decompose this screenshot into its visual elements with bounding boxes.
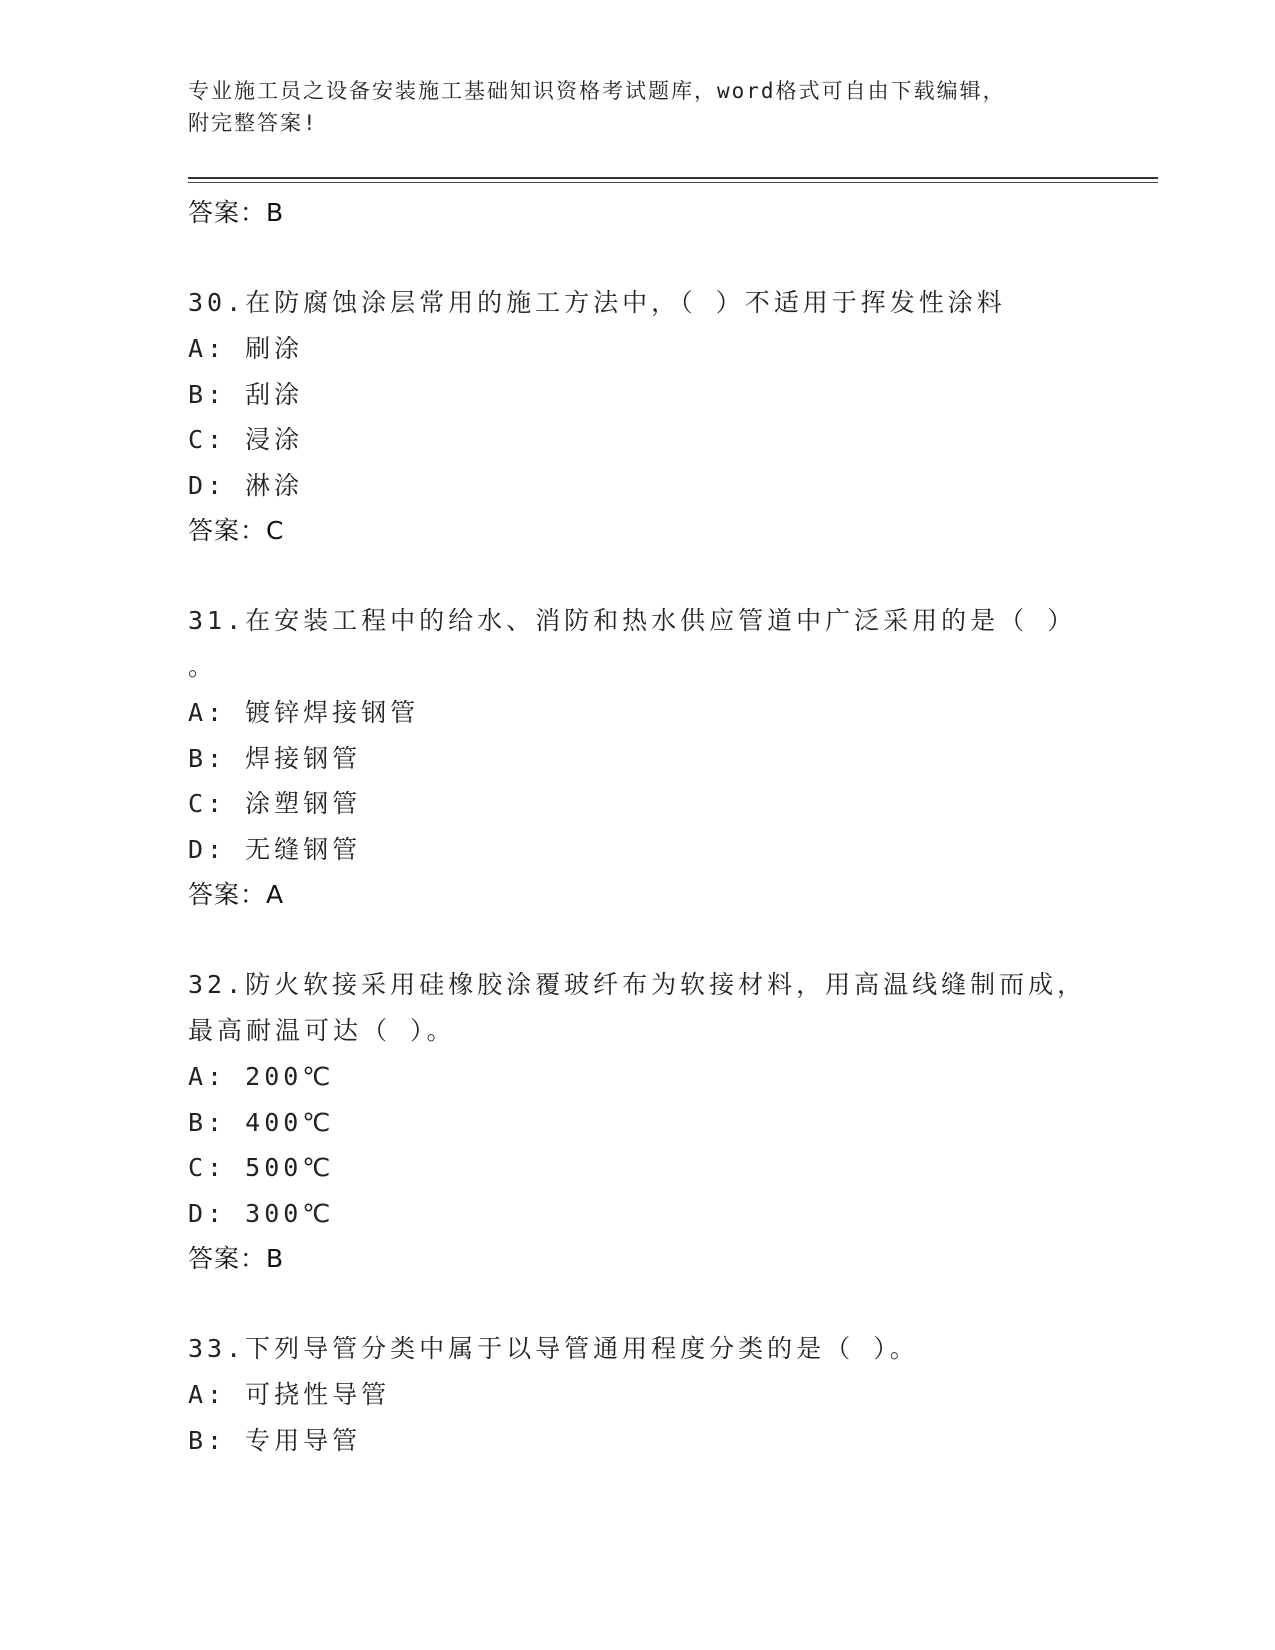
- question-32-option-b: B: 400℃: [188, 1107, 335, 1137]
- header-rule-thin: [188, 182, 1158, 183]
- question-31-option-b: B: 焊接钢管: [188, 743, 362, 773]
- document-header: [188, 75, 1068, 139]
- question-32-option-a: A: 200℃: [188, 1062, 335, 1091]
- question-30: [188, 280, 1158, 554]
- spacer: [188, 918, 1158, 962]
- spacer: [188, 236, 1158, 280]
- header-rule-thick: [188, 177, 1158, 179]
- question-list: [188, 190, 1158, 1463]
- question-33-text: 33.下列导管分类中属于以导管通用程度分类的是（ ）。: [188, 1334, 919, 1363]
- question-30-answer: 答案：C: [188, 516, 285, 545]
- question-33-option-a: A: 可挠性导管: [188, 1380, 391, 1409]
- question-31-option-d: D: 无缝钢管: [188, 834, 362, 864]
- question-31-text-line-1: 31.在安装工程中的给水、消防和热水供应管道中广泛采用的是（ ）: [188, 606, 1077, 635]
- question-32-option-d: D: 300℃: [188, 1198, 335, 1228]
- question-32-text-line-2: 最高耐温可达（ ）。: [188, 1016, 456, 1045]
- spacer: [188, 1282, 1158, 1326]
- question-33-option-b: B: 专用导管: [188, 1425, 362, 1455]
- answer-previous: 答案：B: [188, 198, 285, 227]
- question-30-option-c: C: 浸涂: [188, 425, 304, 454]
- question-30-option-d: D: 淋涂: [188, 470, 304, 500]
- question-31-text-line-2: 。: [188, 652, 218, 681]
- header-line-2: 附完整答案!: [188, 111, 318, 135]
- question-30-text: 30.在防腐蚀涂层常用的施工方法中，（ ）不适用于挥发性涂料: [188, 288, 1006, 317]
- header-line-1: 专业施工员之设备安装施工基础知识资格考试题库，word格式可自由下载编辑，: [188, 79, 1006, 103]
- question-33: [188, 1326, 1158, 1463]
- question-32-text-line-1: 32.防火软接采用硅橡胶涂覆玻纤布为软接材料，用高温线缝制而成，: [188, 970, 1087, 999]
- document-page: [188, 0, 1158, 1650]
- question-30-option-a: A: 刷涂: [188, 334, 304, 363]
- question-31-answer: 答案：A: [188, 880, 285, 909]
- question-32-option-c: C: 500℃: [188, 1153, 335, 1182]
- question-31-option-c: C: 涂塑钢管: [188, 789, 362, 818]
- question-31-option-a: A: 镀锌焊接钢管: [188, 698, 420, 727]
- question-30-option-b: B: 刮涂: [188, 379, 304, 409]
- spacer: [188, 554, 1158, 598]
- question-31: [188, 598, 1158, 918]
- question-32-answer: 答案：B: [188, 1244, 285, 1273]
- question-32: [188, 962, 1158, 1282]
